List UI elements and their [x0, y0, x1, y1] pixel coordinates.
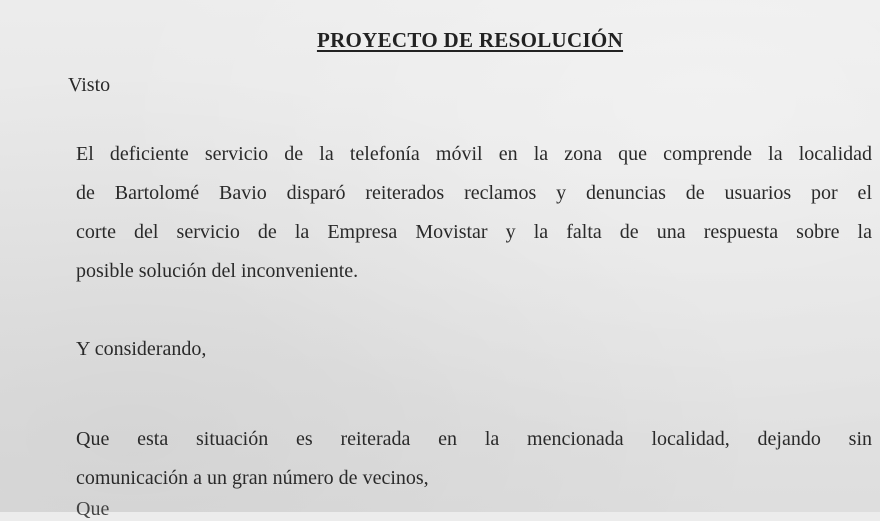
- paragraph-line: corte del servicio de la Empresa Movistar y la falta de una respuesta sobre la: [76, 221, 872, 243]
- paragraph-line: posible solución del inconveniente.: [76, 260, 359, 282]
- visto-heading: Visto: [68, 74, 111, 96]
- paragraph-visto: [76, 135, 872, 291]
- paragraph-line: comunicación a un gran número de vecinos,: [76, 467, 429, 489]
- considerando-heading: Y considerando,: [76, 338, 207, 360]
- paragraph-line: Que esta situación es reiterada en la mencionada localidad, dejando sin: [76, 428, 872, 450]
- paragraph-line: de Bartolomé Bavio disparó reiterados reclamos y denuncias de usuarios por el: [76, 182, 872, 204]
- paragraph-line: El deficiente servicio de la telefonía móvil en la zona que comprende la localidad: [76, 143, 872, 165]
- paragraph-considerando: [76, 420, 872, 498]
- partial-line: Que: [76, 498, 110, 520]
- document-title: PROYECTO DE RESOLUCIÓN: [316, 28, 624, 52]
